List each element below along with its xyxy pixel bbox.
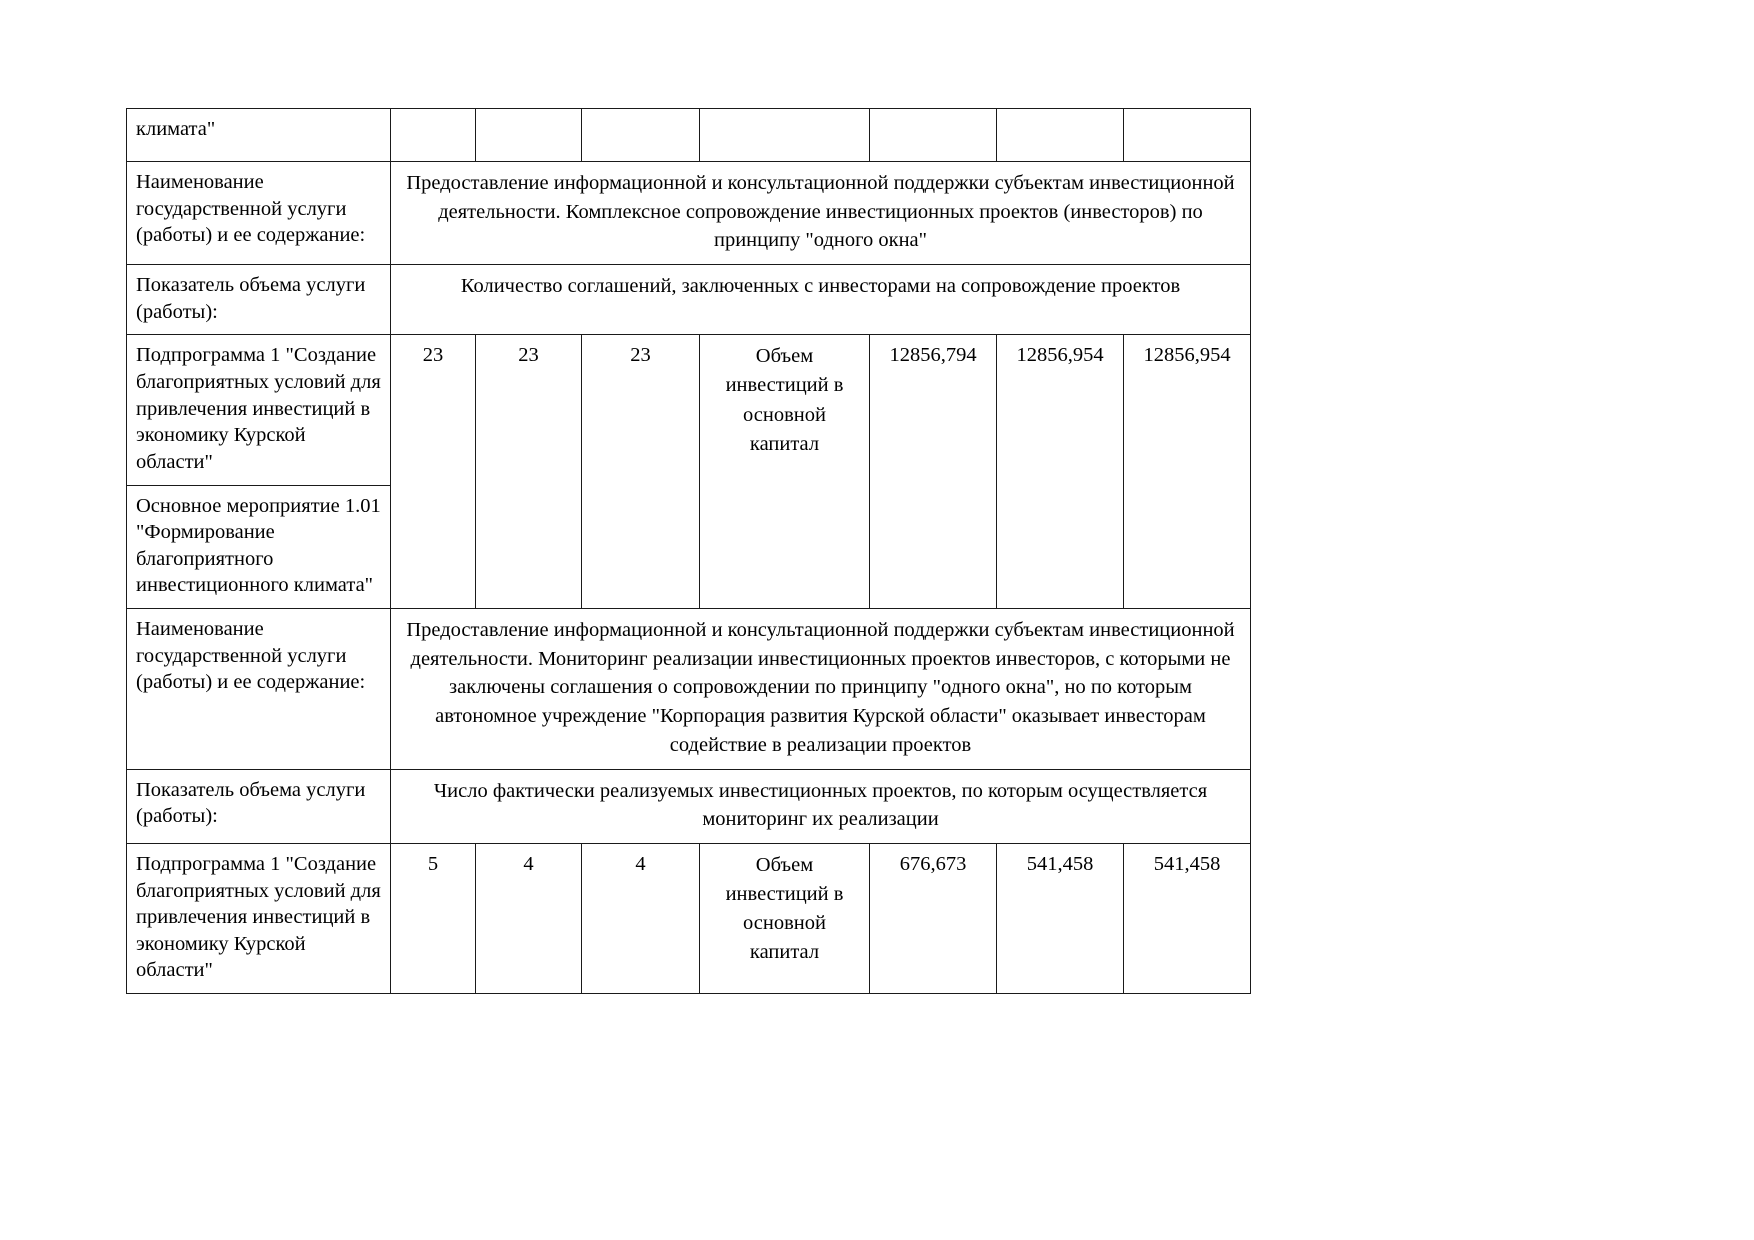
table-row bbox=[127, 162, 1251, 265]
row-indicator-cell: Объем инвестиций в основной капитал bbox=[700, 335, 870, 609]
row-label-cell: климата" bbox=[127, 109, 391, 162]
row-amount-cell: 676,673 bbox=[870, 843, 997, 993]
row-merged-description: Предоставление информационной и консультационной поддержки субъектам инвестиционной деятельности. Комплексное сопровождение инвестиционных проектов (инвесторов) по принципу "одного окна" bbox=[391, 162, 1251, 265]
row-amount-cell bbox=[997, 109, 1124, 162]
row-label-cell: Показатель объема услуги (работы): bbox=[127, 265, 391, 335]
row-amount-cell: 12856,954 bbox=[1124, 335, 1251, 609]
program-budget-table bbox=[126, 108, 1251, 994]
row-amount-cell bbox=[870, 109, 997, 162]
row-value-cell bbox=[391, 109, 476, 162]
row-indicator-cell bbox=[700, 109, 870, 162]
row-merged-description: Количество соглашений, заключенных с инвесторами на сопровождение проектов bbox=[391, 265, 1251, 335]
row-label-cell: Основное мероприятие 1.01 "Формирование благоприятного инвестиционного климата" bbox=[127, 485, 391, 609]
row-amount-cell: 12856,794 bbox=[870, 335, 997, 609]
row-amount-cell: 541,458 bbox=[997, 843, 1124, 993]
table-row bbox=[127, 335, 1251, 485]
row-amount-cell bbox=[1124, 109, 1251, 162]
row-value-cell: 23 bbox=[476, 335, 582, 609]
row-value-cell: 4 bbox=[582, 843, 700, 993]
table-row bbox=[127, 843, 1251, 993]
row-amount-cell: 541,458 bbox=[1124, 843, 1251, 993]
table-body bbox=[127, 109, 1251, 994]
table-row bbox=[127, 109, 1251, 162]
row-merged-description: Предоставление информационной и консультационной поддержки субъектам инвестиционной деятельности. Мониторинг реализации инвестиционных проектов инвесторов, с которыми не заключены соглашения о сопровождении по принципу "одного окна", но по которым автономное учреждение "Корпорация развития Курской области" оказывает инвесторам содействие в реализации проектов bbox=[391, 609, 1251, 769]
table-row bbox=[127, 609, 1251, 769]
row-label-cell: Наименование государственной услуги (работы) и ее содержание: bbox=[127, 162, 391, 265]
table-row bbox=[127, 265, 1251, 335]
row-value-cell bbox=[582, 109, 700, 162]
table-row bbox=[127, 769, 1251, 843]
row-label-cell: Подпрограмма 1 "Создание благоприятных условий для привлечения инвестиций в экономику Курской области" bbox=[127, 843, 391, 993]
row-amount-cell: 12856,954 bbox=[997, 335, 1124, 609]
row-indicator-cell: Объем инвестиций в основной капитал bbox=[700, 843, 870, 993]
row-value-cell: 4 bbox=[476, 843, 582, 993]
row-merged-description: Число фактически реализуемых инвестиционных проектов, по которым осуществляется мониторинг их реализации bbox=[391, 769, 1251, 843]
row-label-cell: Наименование государственной услуги (работы) и ее содержание: bbox=[127, 609, 391, 769]
table-sheet bbox=[126, 108, 1250, 994]
row-label-cell: Подпрограмма 1 "Создание благоприятных условий для привлечения инвестиций в экономику Курской области" bbox=[127, 335, 391, 485]
row-value-cell: 5 bbox=[391, 843, 476, 993]
row-value-cell bbox=[476, 109, 582, 162]
row-label-cell: Показатель объема услуги (работы): bbox=[127, 769, 391, 843]
row-value-cell: 23 bbox=[582, 335, 700, 609]
row-value-cell: 23 bbox=[391, 335, 476, 609]
